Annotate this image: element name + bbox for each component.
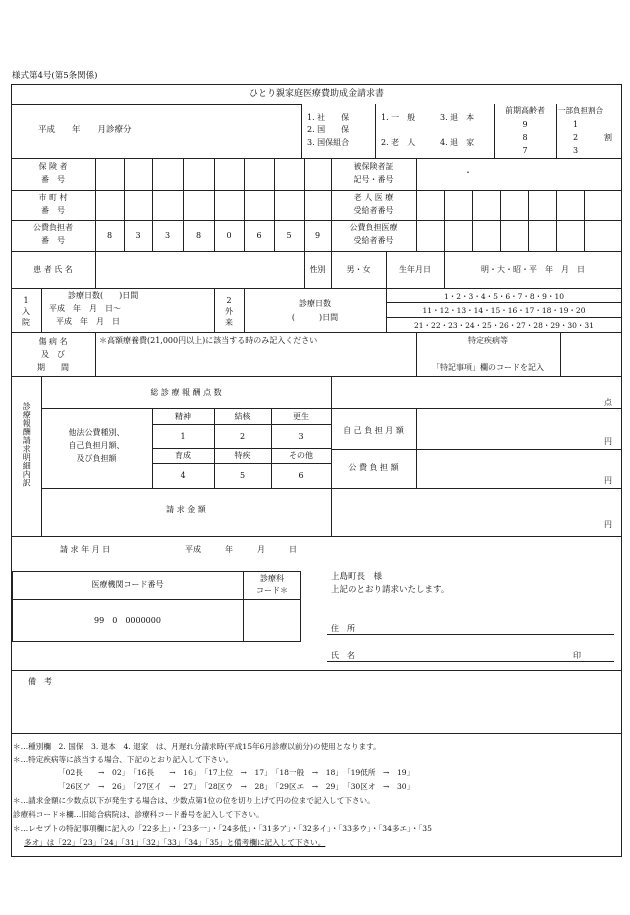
copay-value: 3 xyxy=(573,146,579,155)
sex-label: 性別 xyxy=(309,265,326,274)
public-payer-label: 公費負担者 xyxy=(33,223,73,232)
type-number: 4 xyxy=(180,471,186,480)
public-payer-digit: 0 xyxy=(226,231,232,240)
inpatient-to: 平成 年 月 日 xyxy=(56,317,120,326)
outpatient-days-label: 診療日数 xyxy=(299,299,331,308)
specific-disease-note: 「特記事項」欄のコードを記入 xyxy=(432,363,544,372)
footnote: ＊…種別欄 2. 国保 3. 退本 4. 退家 は、月遅れ分請求時(平成15年6月診療以前分)の使用となります。 xyxy=(13,742,381,751)
institution-code-value: 99 0 0000000 xyxy=(94,616,161,625)
copay-label: 一部負担割合 xyxy=(558,106,603,115)
type-number: 2 xyxy=(239,432,246,441)
yen-unit: 円 xyxy=(604,520,612,529)
type-number: 5 xyxy=(239,471,246,480)
public-payer-digit: 8 xyxy=(195,231,202,240)
footnote: 多オ」は「22」「23」「24」「31」「32」「33」「34」「35」と備考欄に記入して下さい。 xyxy=(24,838,326,847)
patient-name-label: 患 者 氏 名 xyxy=(33,265,73,274)
public-pay-label: 公 費 負 担 額 xyxy=(348,463,399,472)
public-recipient-label: 受給者番号 xyxy=(353,236,394,245)
seal-mark: 印 xyxy=(573,651,581,660)
insurance-category: 2. 老 人 xyxy=(381,138,416,147)
inpatient-days: 診療日数( )日間 xyxy=(68,291,139,300)
municipality-number-label: 市 町 村 xyxy=(38,193,68,202)
total-points-label: 総 診 療 報 酬 点 数 xyxy=(150,388,222,397)
copay-unit: 割 xyxy=(604,133,612,142)
elderly-label: 前期高齢者 xyxy=(505,106,545,115)
dob-eras: 明・大・昭・平 年 月 日 xyxy=(481,265,585,274)
self-pay-label: 自 己 負 担 月 額 xyxy=(343,426,404,435)
outpatient-label: 2 xyxy=(226,296,232,305)
days-row: 1・2・3・4・5・6・7・8・9・10 xyxy=(444,292,564,301)
public-recipient-label: 公費負担医療 xyxy=(349,223,398,232)
yen-unit: 円 xyxy=(604,437,612,446)
type-header: 結核 xyxy=(234,412,251,421)
footnote: 診療科コード＊欄…旧総合病院は、診療科コード番号を記入して下さい。 xyxy=(13,810,264,819)
insured-card-label: 記号・番号 xyxy=(353,175,394,184)
public-payer-digit: 6 xyxy=(256,231,262,240)
outpatient-label: 来 xyxy=(225,318,233,327)
claimant-name-label: 氏 名 xyxy=(331,651,355,660)
type-number: 1 xyxy=(180,432,186,441)
sex-options: 男・女 xyxy=(346,265,371,274)
dob-label: 生年月日 xyxy=(399,265,431,274)
dept-code-label: コード＊ xyxy=(256,586,288,595)
address-label: 住 所 xyxy=(331,624,355,633)
claim-date-label: 請 求 年 月 日 xyxy=(60,545,111,554)
public-payer-digit: 9 xyxy=(314,231,321,240)
yen-unit: 円 xyxy=(604,476,612,485)
elderly-value: 7 xyxy=(522,146,528,155)
claim-date-value: 平成 年 月 日 xyxy=(185,545,297,554)
public-payer-digit: 8 xyxy=(106,231,113,240)
insurance-category: 1. 一 般 xyxy=(381,113,416,122)
insurance-category: 4. 退 家 xyxy=(440,138,475,147)
outpatient-label: 外 xyxy=(225,307,233,316)
details-side-label xyxy=(14,402,38,491)
specific-disease-label: 特定疾病等 xyxy=(468,336,508,345)
inpatient-from: 平成 年 月 日〜 xyxy=(49,304,121,313)
elderly-value: 8 xyxy=(522,133,528,142)
claim-statement: 上記のとおり請求いたします。 xyxy=(331,585,450,595)
insurer-number-label: 番 号 xyxy=(41,175,65,184)
elderly-recipient-label: 老 人 医 療 xyxy=(353,193,394,202)
form-id: 様式第4号(第5条関係) xyxy=(12,71,98,81)
public-payer-digit: 3 xyxy=(135,231,141,240)
footnote: ＊…特定疾病等に該当する場合、下記のとおり記入して下さい。 xyxy=(13,755,234,764)
footnote: 「02長 → 02」 「16長 → 16」 「17上位 → 17」 「18一般 → 18」 「19低所 → 19」 xyxy=(58,768,415,777)
inpatient-label: 1 xyxy=(23,296,29,305)
public-types-label: 及び負担額 xyxy=(76,454,117,463)
days-row: 11・12・13・14・15・16・17・18・19・20 xyxy=(422,306,586,315)
remarks-label: 備 考 xyxy=(28,677,52,686)
type-number: 6 xyxy=(298,471,304,480)
public-types-label: 自己負担月額、 xyxy=(68,441,125,450)
copay-value: 2 xyxy=(573,133,579,142)
type-header: 特疾 xyxy=(234,451,251,460)
outpatient-days-value: ( )日間 xyxy=(291,313,339,322)
insurance-category: 3. 退 本 xyxy=(440,113,475,122)
copay-value: 1 xyxy=(573,120,579,129)
claim-amount-label: 請 求 金 額 xyxy=(166,505,206,514)
points-unit: 点 xyxy=(604,398,612,407)
form-title: ひとり親家庭医療費助成金請求書 xyxy=(248,89,384,99)
insurer-number-label: 保 険 者 xyxy=(38,162,68,171)
institution-code-label: 医療機関コード番号 xyxy=(91,580,164,589)
elderly-value: 9 xyxy=(522,120,528,129)
addressee: 上島町長 様 xyxy=(331,572,383,582)
public-types-label: 他法公費種別、 xyxy=(68,428,125,437)
type-header: 更生 xyxy=(293,412,309,421)
dept-code-label: 診療科 xyxy=(260,574,284,583)
public-payer-digit: 3 xyxy=(164,231,171,240)
type-header: 精神 xyxy=(175,412,191,421)
type-header: その他 xyxy=(289,451,313,460)
type-number: 3 xyxy=(298,432,304,441)
type-header: 育成 xyxy=(175,451,191,460)
disease-label: 期 間 xyxy=(37,363,69,372)
insurance-type: 1. 社 保 xyxy=(307,113,350,122)
disease-label: 及 び xyxy=(41,350,65,359)
inpatient-label: 院 xyxy=(22,318,30,327)
elderly-recipient-label: 受給者番号 xyxy=(353,206,394,215)
public-payer-digit: 5 xyxy=(286,231,292,240)
footnote: 「26区ア → 26」 「27区イ → 27」 「28区ウ → 28」 「29区エ → 29」 「30区オ → 30」 xyxy=(58,782,415,791)
public-payer-label: 番 号 xyxy=(41,236,65,245)
disease-label: 傷 病 名 xyxy=(38,337,68,346)
inpatient-label: 入 xyxy=(22,307,30,316)
insured-card-dot: ・ xyxy=(464,168,472,177)
footnote: ＊…請求金額に少数点以下が発生する場合は、少数点第1位の位を切り上げて円の位まで記入して下さい。 xyxy=(13,796,375,805)
days-row: 21・22・23・24・25・26・27・28・29・30・31 xyxy=(414,321,594,330)
municipality-number-label: 番 号 xyxy=(41,206,65,215)
insurance-type: 3. 国保組合 xyxy=(307,138,350,147)
insured-card-label: 被保険者証 xyxy=(353,162,394,171)
insurance-type: 2. 国 保 xyxy=(307,125,350,134)
details-side-label-text: 診療報酬請求明細内訳 xyxy=(22,402,32,487)
disease-note: ＊高額療養費(21,000円以上)に該当する時のみ記入ください xyxy=(99,336,318,345)
footnote: ＊…レセプトの特記事項欄に記入の「22多上」・「23多一」・「24多低」・「31多ア」・「32多イ」・「33多ウ」・「34多エ」・「35 xyxy=(13,824,432,833)
billing-period: 平成 年 月診療分 xyxy=(38,125,132,135)
